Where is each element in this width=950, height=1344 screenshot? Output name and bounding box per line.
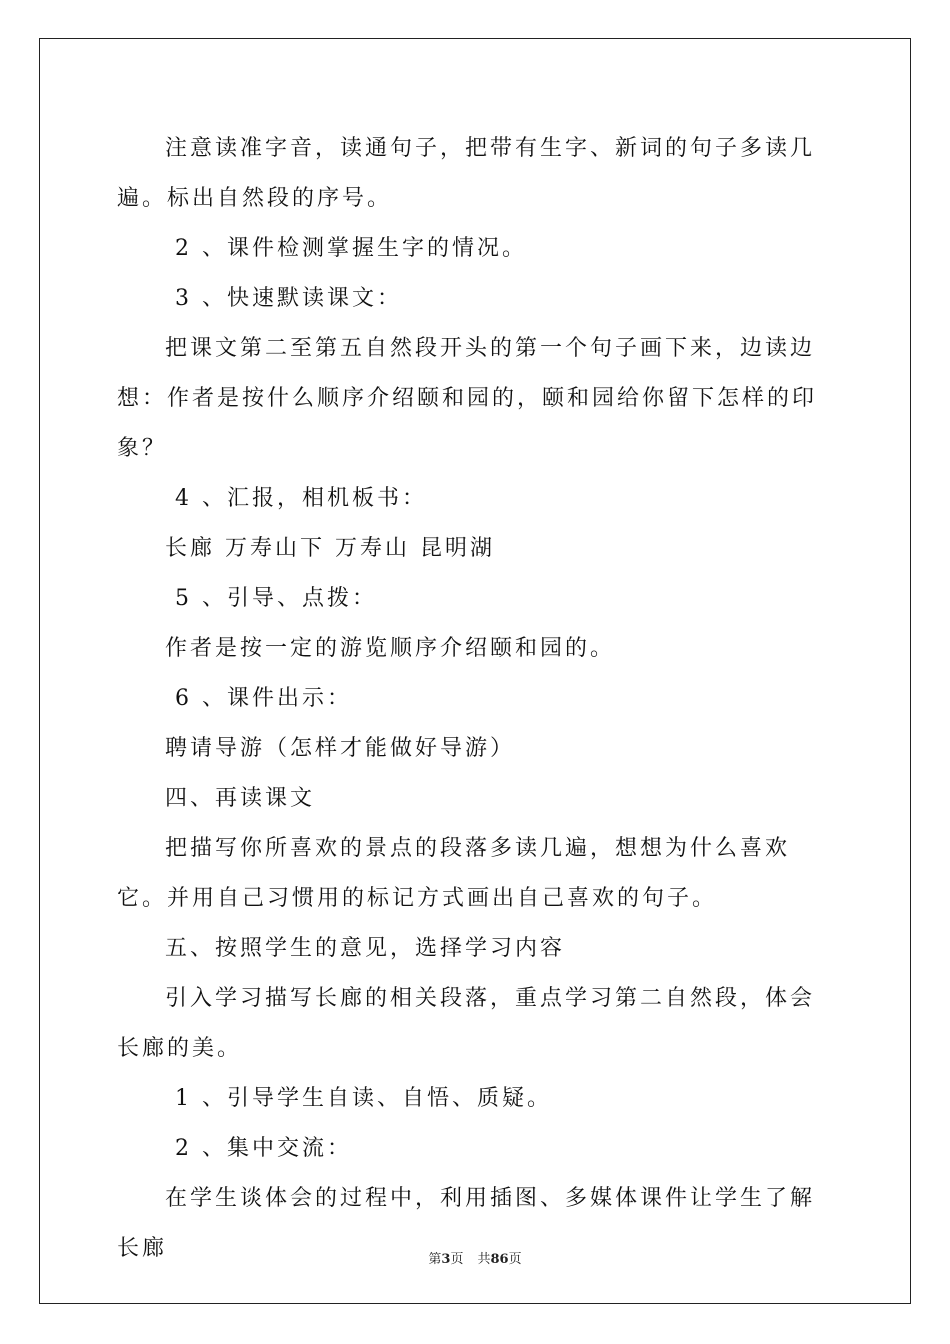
total-pages: 86 [490,1252,509,1267]
paragraph-4: 把课文第二至第五自然段开头的第一个句子画下来，边读边想：作者是按什么顺序介绍颐和园的，颐和园给你留下怎样的印象？ [117,336,818,461]
paragraph-1: 注意读准字音，读通句子，把带有生字、新词的句子多读几遍。标出自然段的序号。 [117,136,816,211]
paragraph-17: 在学生谈体会的过程中，利用插图、多媒体课件让学生了解长廊 [117,1186,816,1261]
paragraph-15: 1 、引导学生自读、自悟、质疑。 [165,1086,552,1111]
paragraph-14: 引入学习描写长廊的相关段落，重点学习第二自然段，体会长廊的美。 [117,986,816,1061]
total-prefix: 共 [477,1252,491,1267]
paragraph-11: 四、再读课文 [165,786,316,811]
paragraph-3: 3 、快速默读课文： [165,286,402,311]
page-prefix: 第 [428,1252,442,1267]
document-body [117,124,837,1274]
paragraph-2: 2 、课件检测掌握生字的情况。 [165,236,527,261]
paragraph-13: 五、按照学生的意见，选择学习内容 [165,936,566,961]
page-footer [0,1248,950,1267]
page-suffix: 页 [450,1252,464,1267]
paragraph-12: 把描写你所喜欢的景点的段落多读几遍，想想为什么喜欢它。并用自己习惯用的标记方式画出自己喜欢的句子。 [117,836,791,911]
paragraph-9: 6 、课件出示： [165,686,352,711]
total-suffix: 页 [508,1252,522,1267]
paragraph-10: 聘请导游（怎样才能做好导游） [165,736,516,761]
paragraph-8: 作者是按一定的游览顺序介绍颐和园的。 [165,636,616,661]
paragraph-6: 长廊 万寿山下 万寿山 昆明湖 [165,536,495,561]
paragraph-7: 5 、引导、点拨： [165,586,377,611]
page-number: 3 [441,1252,451,1267]
paragraph-16: 2 、集中交流： [165,1136,352,1161]
paragraph-5: 4 、汇报，相机板书： [165,486,427,511]
